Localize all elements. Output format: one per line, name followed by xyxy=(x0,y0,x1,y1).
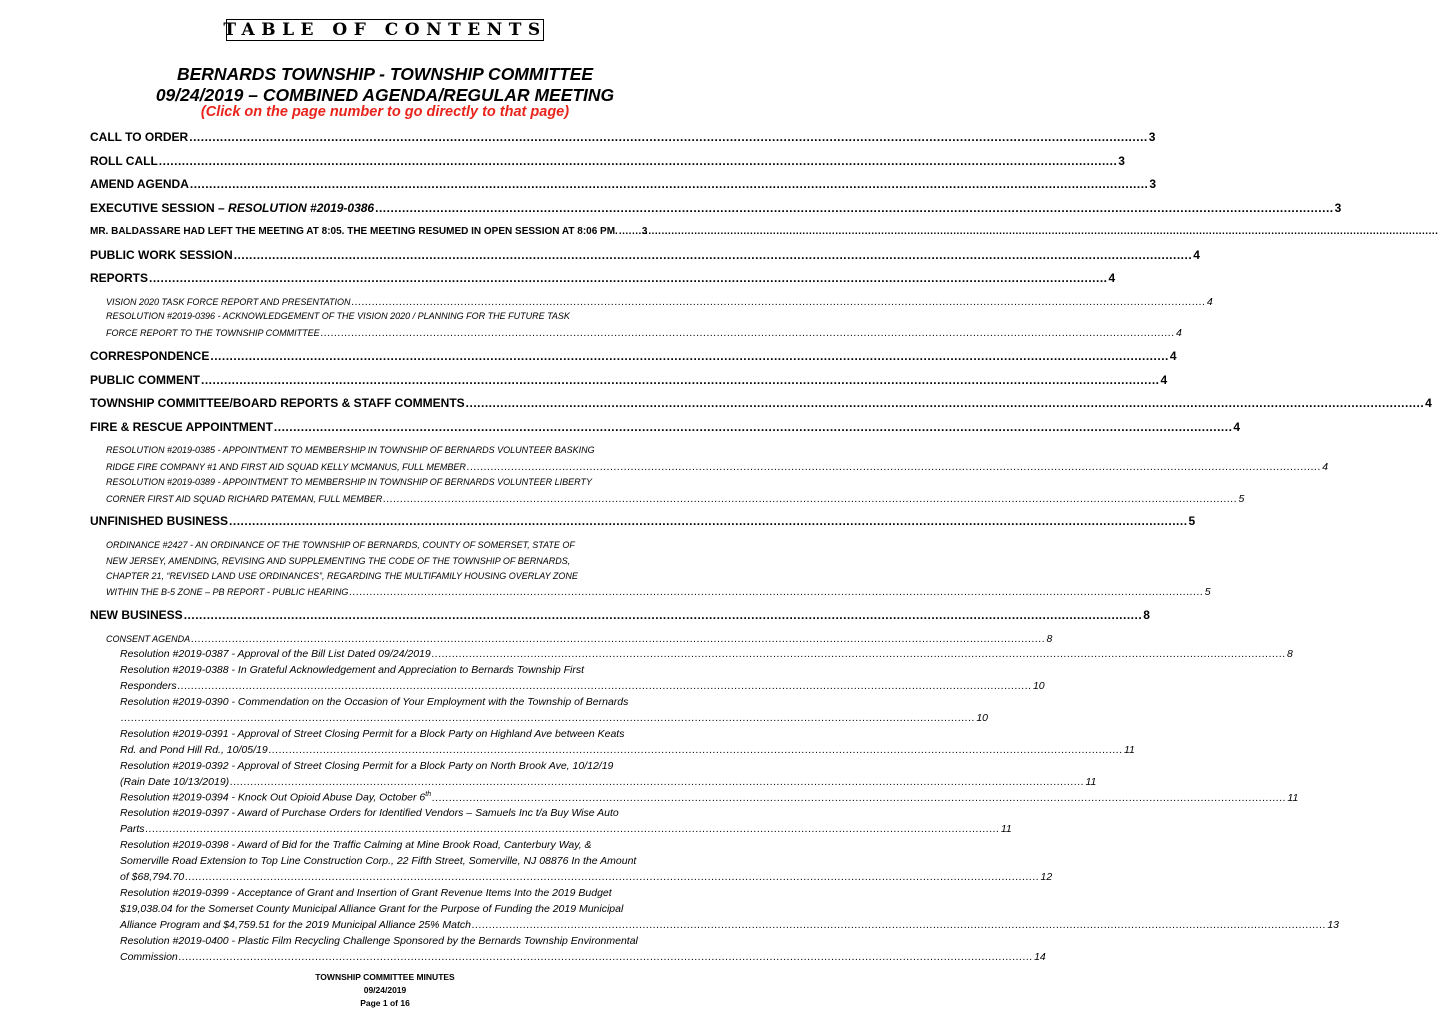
page-link[interactable]: 3 xyxy=(641,226,648,237)
toc-entry-res-0390-line1: Resolution #2019-0390 - Commendation on the Occasion of Your Employment with the Township of Bernards xyxy=(120,696,629,708)
page-link[interactable]: 10 xyxy=(1032,680,1045,692)
toc-entry-res-0394[interactable]: Resolution #2019-0394 - Knock Out Opioid Abuse Day, October 6th ..... 11 xyxy=(120,791,682,804)
toc-entry-public-comment[interactable]: PUBLIC COMMENT ..... 4 xyxy=(90,373,682,387)
toc-entry-res-0385-line1: RESOLUTION #2019-0385 - APPOINTMENT TO MEMBERSHIP IN TOWNSHIP OF BERNARDS VOLUNTEER BASKING xyxy=(106,445,595,455)
toc-entry-res-0389[interactable]: CORNER FIRST AID SQUAD RICHARD PATEMAN, FULL MEMBER ..... 5 xyxy=(106,493,682,505)
toc-entry-baldassare[interactable]: MR. BALDASSARE HAD LEFT THE MEETING AT 8:05. THE MEETING RESUMED IN OPEN SESSION AT 8:06 PM. ..... 3 xyxy=(90,226,682,237)
page-link[interactable]: 11 xyxy=(1000,823,1012,835)
page-link[interactable]: 4 xyxy=(1169,349,1177,363)
page-link[interactable]: 4 xyxy=(1233,420,1241,434)
page-link[interactable]: 11 xyxy=(1124,744,1135,756)
page-link[interactable]: 13 xyxy=(1327,919,1339,931)
toc-entry-ord-2427[interactable]: WITHIN THE B-5 ZONE – PB REPORT - PUBLIC HEARING ..... 5 xyxy=(106,586,682,598)
page-link[interactable]: 4 xyxy=(1108,271,1116,285)
footer-title: TOWNSHIP COMMITTEE MINUTES xyxy=(315,972,455,982)
toc-entry-call-to-order[interactable]: CALL TO ORDER ..... 3 xyxy=(90,130,682,144)
toc-entry-ord-2427-line3: CHAPTER 21, “REVISED LAND USE ORDINANCES”, REGARDING THE MULTIFAMILY HOUSING OVERLAY ZONE xyxy=(106,571,578,581)
toc-entry-res-0399[interactable]: Alliance Program and $4,759.51 for the 2019 Municipal Alliance 25% Match ..... 13 xyxy=(120,919,682,931)
page-link[interactable]: 4 xyxy=(1193,248,1200,262)
toc-entry-reports[interactable]: REPORTS ..... 4 xyxy=(90,271,682,285)
page-link[interactable]: 4 xyxy=(1322,461,1329,473)
instructions-subtitle: (Click on the page number to go directly to that page) xyxy=(200,104,570,120)
toc-entry-committee-reports[interactable]: TOWNSHIP COMMITTEE/BOARD REPORTS & STAFF COMMENTS ..... 4 xyxy=(90,396,682,410)
page-link[interactable]: 11 xyxy=(1287,791,1299,804)
toc-entry-res-0391-line1: Resolution #2019-0391 - Approval of Street Closing Permit for a Block Party on Highland Ave between Keats xyxy=(120,728,625,740)
toc-entry-res-0400-line1: Resolution #2019-0400 - Plastic Film Recycling Challenge Sponsored by the Bernards Township Environmental xyxy=(120,935,638,947)
page-link[interactable]: 3 xyxy=(1148,130,1156,144)
page-link[interactable]: 8 xyxy=(1287,648,1293,660)
page-link[interactable]: 10 xyxy=(976,712,988,724)
toc-entry-res-0396-line1: RESOLUTION #2019-0396 - ACKNOWLEDGEMENT OF THE VISION 2020 / PLANNING FOR THE FUTURE TASK xyxy=(106,311,570,321)
page-link[interactable]: 4 xyxy=(1425,396,1432,410)
toc-entry-res-0399-line1: Resolution #2019-0399 - Acceptance of Grant and Insertion of Grant Revenue Items Into the 2019 Budget xyxy=(120,887,612,899)
toc-entry-res-0400[interactable]: Commission ..... 14 xyxy=(120,951,682,963)
toc-entry-res-0397[interactable]: Parts ..... 11 xyxy=(120,823,682,835)
toc-entry-res-0388-line1: Resolution #2019-0388 - In Grateful Acknowledgement and Appreciation to Bernards Township First xyxy=(120,664,585,676)
toc-entry-correspondence[interactable]: CORRESPONDENCE ..... 4 xyxy=(90,349,682,363)
toc-entry-ord-2427-line2: NEW JERSEY, AMENDING, REVISING AND SUPPLEMENTING THE CODE OF THE TOWNSHIP OF BERNARDS, xyxy=(106,556,571,566)
page-link[interactable]: 5 xyxy=(1204,586,1211,598)
page-link[interactable]: 5 xyxy=(1188,514,1196,528)
toc-entry-res-0392-line1: Resolution #2019-0392 - Approval of Street Closing Permit for a Block Party on North Brook Ave, 10/12/19 xyxy=(120,760,614,772)
page-link[interactable]: 3 xyxy=(1334,201,1342,215)
toc-entry-res-0388[interactable]: Responders ..... 10 xyxy=(120,680,682,692)
toc-entry-res-0398[interactable]: of $68,794.70 ..... 12 xyxy=(120,871,682,883)
page-link[interactable]: 3 xyxy=(1118,154,1125,168)
toc-entry-unfinished-business[interactable]: UNFINISHED BUSINESS ..... 5 xyxy=(90,514,682,528)
footer-date: 09/24/2019 xyxy=(363,985,407,995)
toc-entry-res-0397-line1: Resolution #2019-0397 - Award of Purchase Orders for Identified Vendors – Samuels Inc t/a Buy Wise Auto xyxy=(120,807,619,819)
page-link[interactable]: 12 xyxy=(1040,871,1053,883)
toc-entry-res-0398-line1: Resolution #2019-0398 - Award of Bid for the Traffic Calming at Mine Brook Road, Canterbury Way, & xyxy=(120,839,592,851)
toc-entry-executive-session[interactable]: EXECUTIVE SESSION – RESOLUTION #2019-0386 ..... 3 xyxy=(90,201,682,215)
toc-entry-res-0398-line2: Somerville Road Extension to Top Line Construction Corp., 22 Fifth Street, Somerville, NJ 08876 In the Amount xyxy=(120,855,637,867)
toc-entry-fire-rescue[interactable]: FIRE & RESCUE APPOINTMENT ..... 4 xyxy=(90,420,682,434)
toc-entry-new-business[interactable]: NEW BUSINESS ..... 8 xyxy=(90,608,682,622)
toc-entry-res-0389-line1: RESOLUTION #2019-0389 - APPOINTMENT TO MEMBERSHIP IN TOWNSHIP OF BERNARDS VOLUNTEER LIBERTY xyxy=(106,477,592,487)
toc-entry-res-0385[interactable]: RIDGE FIRE COMPANY #1 AND FIRST AID SQUAD KELLY MCMANUS, FULL MEMBER ..... 4 xyxy=(106,461,682,473)
toc-entry-res-0390[interactable] xyxy=(120,712,988,724)
page-link[interactable]: 8 xyxy=(1046,633,1053,645)
page-link[interactable]: 5 xyxy=(1238,493,1245,505)
page-link[interactable]: 14 xyxy=(1034,951,1046,963)
page-link[interactable]: 4 xyxy=(1176,327,1182,339)
toc-entry-res-0392[interactable]: (Rain Date 10/13/2019) ..... 11 xyxy=(120,776,682,788)
document-title: BERNARDS TOWNSHIP - TOWNSHIP COMMITTEE xyxy=(176,64,594,84)
toc-entry-public-work-session[interactable]: PUBLIC WORK SESSION ..... 4 xyxy=(90,248,682,262)
toc-entry-ord-2427-line1: ORDINANCE #2427 - AN ORDINANCE OF THE TOWNSHIP OF BERNARDS, COUNTY OF SOMERSET, STATE OF xyxy=(106,540,575,550)
toc-entry-res-0396[interactable]: FORCE REPORT TO THE TOWNSHIP COMMITTEE ..... 4 xyxy=(106,327,682,339)
toc-entry-vision2020-report[interactable]: VISION 2020 TASK FORCE REPORT AND PRESENTATION ..... 4 xyxy=(106,296,682,308)
page-link[interactable]: 8 xyxy=(1143,608,1150,622)
toc-entry-consent-agenda[interactable]: CONSENT AGENDA ..... 8 xyxy=(106,633,682,645)
toc-entry-roll-call[interactable]: ROLL CALL ..... 3 xyxy=(90,154,682,168)
toc-entry-amend-agenda[interactable]: AMEND AGENDA ..... 3 xyxy=(90,177,682,191)
page-link[interactable]: 4 xyxy=(1160,373,1168,387)
toc-entry-res-0387[interactable]: Resolution #2019-0387 - Approval of the Bill List Dated 09/24/2019 ..... 8 xyxy=(120,648,682,660)
footer-page-number: Page 1 of 16 xyxy=(360,998,410,1008)
toc-entry-res-0399-line2: $19,038.04 for the Somerset County Municipal Alliance Grant for the Purpose of Funding the 2019 Municipal xyxy=(120,903,624,915)
toc-entry-res-0391[interactable]: Rd. and Pond Hill Rd., 10/05/19 ..... 11 xyxy=(120,744,682,756)
meeting-title: 09/24/2019 – COMBINED AGENDA/REGULAR MEETING xyxy=(155,85,615,105)
toc-banner: TABLE OF CONTENTS xyxy=(223,20,547,40)
page-link[interactable]: 4 xyxy=(1206,296,1213,308)
page-link[interactable]: 11 xyxy=(1085,776,1097,788)
page-link[interactable]: 3 xyxy=(1149,177,1157,191)
